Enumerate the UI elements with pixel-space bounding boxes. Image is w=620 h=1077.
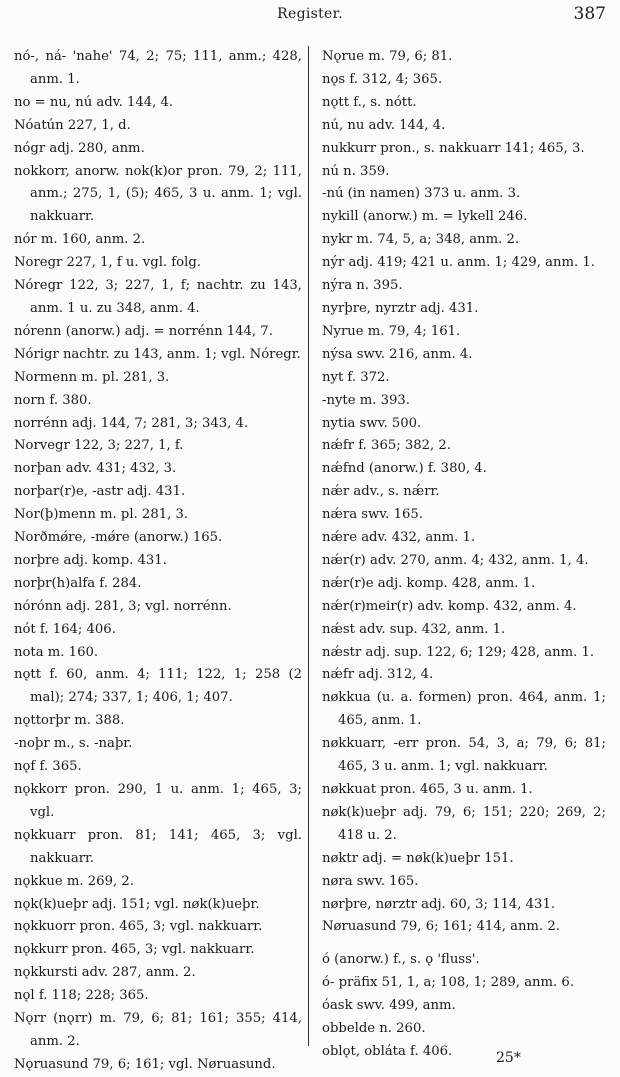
index-entry: nǽr(r)meir(r) adv. komp. 432, anm. 4.: [322, 598, 577, 614]
index-entry: -noþr m., s. -naþr.: [14, 736, 133, 752]
index-entry: nógr adj. 280, anm.: [14, 140, 145, 156]
index-entry: nyt f. 372.: [322, 369, 390, 385]
index-entry: Normenn m. pl. 281, 3.: [14, 369, 170, 385]
index-entry: norþr(h)alfa f. 284.: [14, 575, 142, 591]
index-entry: Nóregr 122, 3; 227, 1, f; nachtr. zu 143, anm. 1 u. zu 348, anm. 4.: [14, 278, 302, 316]
index-entry: nǽfr f. 365; 382, 2.: [322, 438, 452, 454]
index-entry: nørþre, nørztr adj. 60, 3; 114, 431.: [322, 896, 556, 912]
index-entry: nór m. 160, anm. 2.: [14, 232, 146, 248]
index-entry: norþre adj. komp. 431.: [14, 552, 167, 568]
index-entry: nǫk(k)ueþr adj. 151; vgl. nøk(k)ueþr.: [14, 896, 260, 912]
index-entry: Nøruasund 79, 6; 161; 414, anm. 2.: [322, 919, 560, 935]
left-column: [14, 46, 302, 1077]
index-entry: nǫkkuarr pron. 81; 141; 465, 3; vgl. nakkuarr.: [14, 827, 302, 866]
index-entry: nota m. 160.: [14, 644, 99, 660]
index-entry: nøk(k)ueþr adj. 79, 6; 151; 220; 269, 2; 418 u. 2.: [322, 804, 606, 843]
index-entry: nó-, ná- 'nahe' 74, 2; 75; 111, anm.; 428, anm. 1.: [14, 49, 302, 87]
index-entry: nǽra swv. 165.: [322, 507, 423, 523]
index-entry: nøkkuarr, -err pron. 54, 3, a; 79, 6; 81; 465, 3 u. anm. 1; vgl. nakkuarr.: [322, 736, 606, 775]
index-entry: nøkkuat pron. 465, 3 u. anm. 1.: [322, 782, 533, 797]
index-entry: ó- präfix 51, 1, a; 108, 1; 289, anm. 6.: [322, 975, 575, 991]
index-entry: nǫttorþr m. 388.: [14, 713, 125, 729]
index-entry: nǽre adv. 432, anm. 1.: [322, 530, 476, 546]
index-entry: nǫl f. 118; 228; 365.: [14, 988, 149, 1004]
index-entry: nøkkua (u. a. formen) pron. 464, anm. 1; 465, anm. 1.: [322, 690, 606, 729]
index-entry: nøra swv. 165.: [322, 873, 419, 889]
index-entry: nú n. 359.: [322, 163, 390, 179]
index-entry: Nórigr nachtr. zu 143, anm. 1; vgl. Nóregr.: [14, 346, 301, 362]
index-entry: nukkurr pron., s. nakkuarr 141; 465, 3.: [322, 140, 585, 156]
index-entry: Nóatún 227, 1, d.: [14, 117, 131, 133]
right-column: [322, 46, 606, 1064]
index-entry: nýsa swv. 216, anm. 4.: [322, 346, 473, 362]
index-entry: norrénn adj. 144, 7; 281, 3; 343, 4.: [14, 415, 249, 431]
index-entry: -nyte m. 393.: [322, 392, 410, 408]
index-entry: nǽstr adj. sup. 122, 6; 129; 428, anm. 1.: [322, 644, 595, 660]
index-entry: nøktr adj. = nøk(k)ueþr 151.: [322, 850, 514, 866]
index-entry: nykr m. 74, 5, a; 348, anm. 2.: [322, 232, 520, 248]
index-entry: nórónn adj. 281, 3; vgl. norrénn.: [14, 598, 232, 614]
index-entry: norn f. 380.: [14, 392, 92, 408]
column-divider: [308, 46, 309, 1046]
index-entry: Norðmǿre, -mǿre (anorw.) 165.: [14, 530, 223, 546]
index-entry: nyrþre, nyrztr adj. 431.: [322, 300, 479, 316]
index-entry: nǫkkuorr pron. 465, 3; vgl. nakkuarr.: [14, 919, 263, 935]
running-head: Register.: [277, 6, 343, 22]
index-entry: nǫs f. 312, 4; 365.: [322, 71, 443, 87]
index-entry: nýra n. 395.: [322, 278, 403, 294]
page-header: [0, 6, 620, 28]
index-entry: nǫkkue m. 269, 2.: [14, 873, 134, 889]
index-entry: nú, nu adv. 144, 4.: [322, 117, 446, 133]
index-entry: nǫkkorr pron. 290, 1 u. anm. 1; 465, 3; vgl.: [14, 782, 302, 820]
index-entry: nytia swv. 500.: [322, 415, 422, 431]
signature-mark: 25*: [496, 1050, 521, 1066]
index-entry: Nǫruasund 79, 6; 161; vgl. Nøruasund.: [14, 1056, 276, 1072]
index-entry: nýr adj. 419; 421 u. anm. 1; 429, anm. 1.: [322, 255, 595, 271]
index-entry: nǫkkursti adv. 287, anm. 2.: [14, 965, 196, 981]
index-entry: obbelde n. 260.: [322, 1021, 426, 1037]
index-entry: norþar(r)e, -astr adj. 431.: [14, 484, 186, 500]
index-entry: Noregr 227, 1, f u. vgl. folg.: [14, 255, 201, 271]
index-entry: nǽfnd (anorw.) f. 380, 4.: [322, 461, 487, 477]
index-entry: nǫtt f. 60, anm. 4; 111; 122, 1; 258 (2 mal); 274; 337, 1; 406, 1; 407.: [14, 667, 302, 706]
page-number: 387: [573, 4, 606, 24]
index-entry: oblǫt, obláta f. 406.: [322, 1043, 453, 1059]
index-entry: nót f. 164; 406.: [14, 621, 116, 637]
index-entry: nǫtt f., s. nótt.: [322, 94, 417, 110]
index-entry: nǽr(r) adv. 270, anm. 4; 432, anm. 1, 4.: [322, 552, 589, 568]
index-entry: Norvegr 122, 3; 227, 1, f.: [14, 438, 184, 454]
index-entry: Nǫrr (nǫrr) m. 79, 6; 81; 161; 355; 414, anm. 2.: [14, 1011, 302, 1049]
index-entry: nǽst adv. sup. 432, anm. 1.: [322, 621, 506, 637]
index-entry: nǽr(r)e adj. komp. 428, anm. 1.: [322, 575, 536, 591]
index-entry: nokkorr, anorw. nok(k)or pron. 79, 2; 111, anm.; 275, 1, (5); 465, 3 u. anm. 1; vgl. nakkuarr.: [14, 163, 302, 225]
index-entry: ó (anorw.) f., s. ǫ 'fluss'.: [322, 952, 480, 968]
index-entry: nǫf f. 365.: [14, 759, 82, 775]
index-entry: nǽfr adj. 312, 4.: [322, 667, 434, 683]
index-entry: Nǫrue m. 79, 6; 81.: [322, 49, 453, 64]
index-entry: nykill (anorw.) m. = lykell 246.: [322, 209, 528, 225]
index-entry: -nú (in namen) 373 u. anm. 3.: [322, 186, 521, 202]
index-entry: nǽr adv., s. nǽrr.: [322, 484, 440, 500]
index-entry: norþan adv. 431; 432, 3.: [14, 461, 177, 477]
index-entry: Nor(þ)menn m. pl. 281, 3.: [14, 507, 189, 523]
index-entry: nórenn (anorw.) adj. = norrénn 144, 7.: [14, 323, 273, 339]
index-entry: óask swv. 499, anm.: [322, 998, 456, 1014]
index-entry: no = nu, nú adv. 144, 4.: [14, 94, 174, 110]
index-entry: nǫkkurr pron. 465, 3; vgl. nakkuarr.: [14, 942, 255, 958]
index-entry: Nyrue m. 79, 4; 161.: [322, 323, 461, 339]
